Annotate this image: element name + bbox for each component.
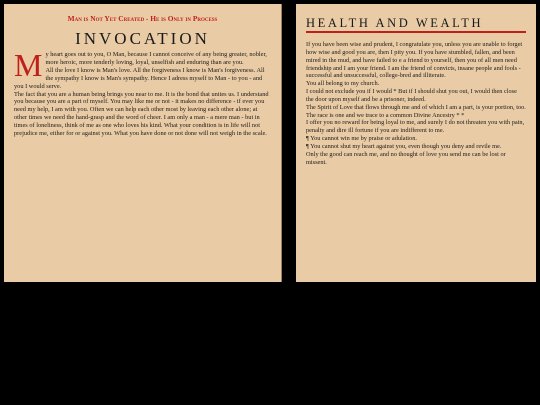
left-paragraph: All the love I know is Man's love. All the forgiveness I know is Man's forgiveness. All the sympathy I know is Man's sympathy. Hence I adress myself to Man - to you - and you I would serve. (14, 66, 265, 90)
title-underline (306, 31, 526, 33)
right-paragraph: The Spirit of Love that flows through me and of which I am a part, is your portion, too. The race is one and we trace to a common Divine Ancestry * * (306, 103, 526, 119)
right-paragraph: Only the good can reach me, and no thought of love you send me can be lost or missent. (306, 150, 506, 166)
chapter-title: INVOCATION (75, 29, 210, 48)
chapter-subtitle: Man is Not Yet Created - He is Only in Process (67, 14, 218, 23)
left-page (4, 4, 282, 282)
left-paragraph: The fact that you are a human being brings you near to me. It is the bond that unites us. I understand you because you are a part of myself. You may like me or not - it makes no difference - if ever you need my help, I am with you. Often we can help each other most by leaving each other alone; at other times we need the hand-grasp and the word of cheer. I am only a man - a mere man - but in times of loneliness, think of me as one who loves his kind. What your condition is in life will not prejudice me, either for or against you. What you have done or not done will not weigh in the scale. (14, 90, 269, 138)
right-paragraph: You all belong to my church. (306, 80, 380, 88)
right-page (296, 4, 536, 282)
right-paragraph: I could not exclude you if I would * But if I should shut you out, I would then close the door upon myself and be a prisoner, indeed. (306, 88, 517, 103)
right-paragraph: I offer you no reward for being loyal to me, and surely I do not threaten you with pain, penalty and dire ill fortune if you are indifferent to me. (306, 119, 525, 135)
left-body-text (14, 47, 271, 138)
right-body-text (306, 41, 526, 167)
right-paragraph: If you have been wise and prudent, I congratulate you, unless you are unable to forget how wise and good you are, then I pity you. If you have stumbled, fallen, and been mired in the mud, and have failed to e a friend to yourself, then you of all men need friendship and I am your friend. I am the friend of convicts, insane people and fools - successful and unsuccessful, college-bred and illiterate. (306, 41, 523, 80)
right-paragraph: ¶ You cannot shut my heart against you, even though you deny and revile me. (306, 142, 502, 150)
right-paragraph: ¶ You cannot win me by praise or adulation. (306, 135, 417, 143)
first-paragraph-text: y heart goes out to you, O Man, because I cannot conceive of any being greater, nobler, more heroic, more tenderly loving, loyal, unselfish and enduring than are you. (45, 51, 267, 66)
drop-cap: M (14, 47, 43, 83)
section-title: HEALTH AND WEALTH (306, 16, 484, 30)
